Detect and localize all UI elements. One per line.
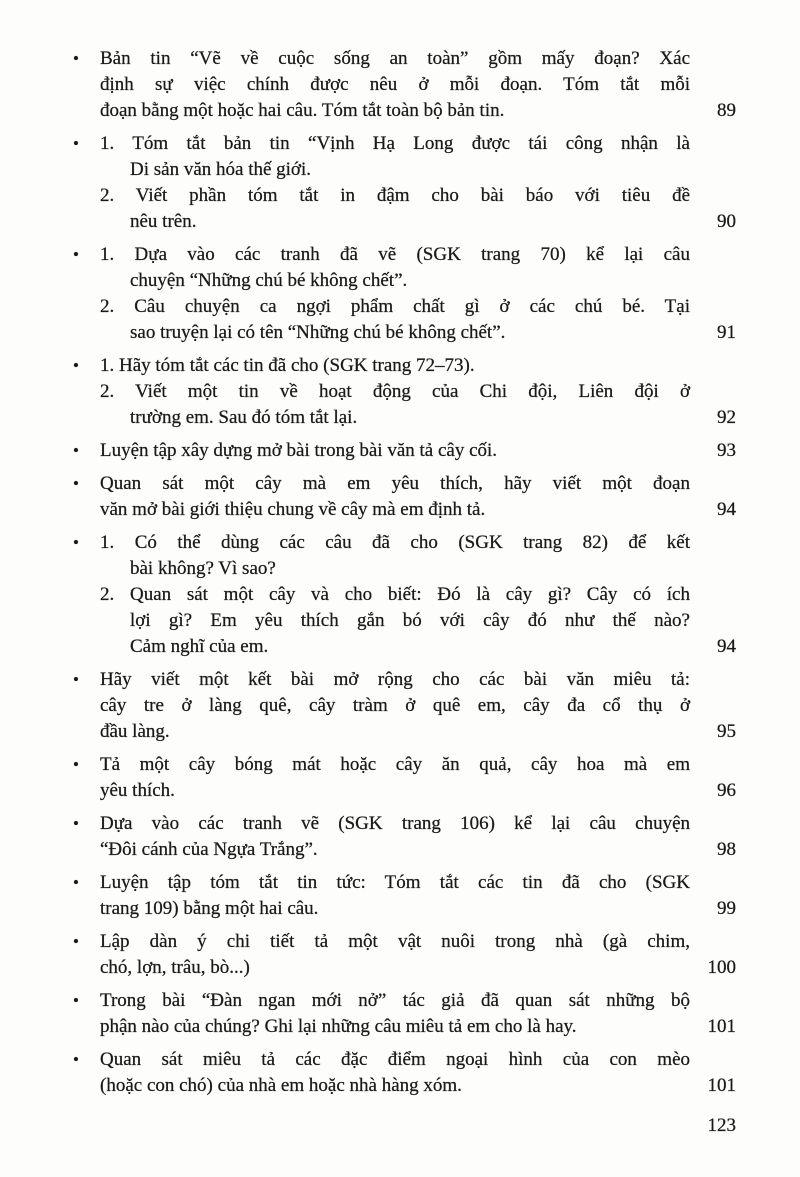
part-line: Bản tin “Vẽ về cuộc sống an toàn” gồm mấy đoạn? Xác — [100, 48, 690, 69]
part-line: Di sản văn hóa thế giới. — [130, 159, 312, 180]
entry-text — [100, 988, 690, 1040]
part-line: Luyện tập xây dựng mở bài trong bài văn tả cây cối. — [100, 440, 498, 461]
part-line: sao truyện lại có tên “Những chú bé không chết”. — [130, 322, 506, 343]
entry-page-number: 89 — [717, 100, 736, 121]
entry-text — [100, 438, 690, 464]
entry-page-number: 101 — [707, 1075, 736, 1096]
part-line: trường em. Sau đó tóm tắt lại. — [130, 407, 358, 428]
entry-text — [100, 1047, 690, 1099]
entry-text — [100, 752, 690, 804]
entry-text — [100, 353, 690, 431]
bullet-icon: • — [73, 49, 79, 68]
part-line: 2. Câu chuyện ca ngợi phẩm chất gì ở các chú bé. Tại — [100, 296, 690, 317]
bullet-icon: • — [73, 533, 79, 552]
toc-entry — [72, 530, 736, 660]
entry-text — [100, 131, 690, 235]
part-line: cây tre ở làng quê, cây tràm ở quê em, cây đa cổ thụ ở — [100, 695, 690, 716]
bullet-icon: • — [73, 814, 79, 833]
part-line: phận nào của chúng? Ghi lại những câu miêu tả em cho là hay. — [100, 1016, 577, 1037]
entry-page-number: 94 — [717, 636, 736, 657]
entry-page-number: 92 — [717, 407, 736, 428]
part-number: 1. — [100, 133, 115, 154]
toc-entry — [72, 667, 736, 745]
part-line: (hoặc con chó) của nhà em hoặc nhà hàng xóm. — [100, 1075, 462, 1096]
entry-part — [100, 811, 690, 863]
bullet-icon: • — [73, 932, 79, 951]
entry-part — [100, 1047, 690, 1099]
entry-part — [100, 870, 690, 922]
part-line: Tả một cây bóng mát hoặc cây ăn quả, cây hoa mà em — [100, 754, 690, 775]
bullet-icon: • — [73, 1050, 79, 1069]
part-line: 1. Dựa vào các tranh đã vẽ (SGK trang 70) kể lại câu — [100, 244, 690, 265]
toc-entry — [72, 752, 736, 804]
toc-entry — [72, 242, 736, 346]
entry-text — [100, 667, 690, 745]
entry-part — [100, 752, 690, 804]
part-line: Lập dàn ý chi tiết tả một vật nuôi trong nhà (gà chim, — [100, 931, 690, 952]
entry-page-number: 100 — [707, 957, 736, 978]
part-number: 1. — [100, 355, 115, 376]
toc-entry — [72, 811, 736, 863]
entry-page-number: 95 — [717, 721, 736, 742]
part-number: 2. — [100, 381, 115, 402]
part-line: Dựa vào các tranh vẽ (SGK trang 106) kể lại câu chuyện — [100, 813, 690, 834]
entry-page-number: 93 — [717, 440, 736, 461]
entry-page-number: 99 — [717, 898, 736, 919]
part-line: Trong bài “Đàn ngan mới nở” tác giả đã quan sát những bộ — [100, 990, 690, 1011]
bullet-icon: • — [73, 873, 79, 892]
entry-part — [100, 471, 690, 523]
part-number: 2. — [100, 185, 115, 206]
part-line: định sự việc chính được nêu ở mỗi đoạn. Tóm tắt mỗi — [100, 74, 690, 95]
part-line: trang 109) bằng một hai câu. — [100, 898, 319, 919]
toc-entry — [72, 353, 736, 431]
part-line: 1. Tóm tắt bản tin “Vịnh Hạ Long được tái công nhận là — [100, 133, 690, 154]
entry-page-number: 94 — [717, 499, 736, 520]
entry-text — [100, 811, 690, 863]
part-line: nêu trên. — [130, 211, 197, 232]
bullet-icon: • — [73, 474, 79, 493]
part-line: 1. Hãy tóm tắt các tin đã cho (SGK trang 72–73). — [100, 355, 475, 376]
entry-page-number: 91 — [717, 322, 736, 343]
entry-part — [100, 582, 690, 660]
toc-entry — [72, 131, 736, 235]
toc-entry — [72, 929, 736, 981]
entry-part — [100, 46, 690, 124]
entry-text — [100, 530, 690, 660]
entry-part — [100, 929, 690, 981]
bullet-icon: • — [73, 356, 79, 375]
part-number: 1. — [100, 532, 115, 553]
entry-text — [100, 242, 690, 346]
part-line: Cảm nghĩ của em. — [130, 636, 269, 657]
toc-entry — [72, 1047, 736, 1099]
part-number: 1. — [100, 244, 115, 265]
part-line: yêu thích. — [100, 780, 175, 801]
entry-part — [100, 294, 690, 346]
part-line: Luyện tập tóm tắt tin tức: Tóm tắt các tin đã cho (SGK — [100, 872, 690, 893]
toc-entry — [72, 46, 736, 124]
part-line: Quan sát một cây mà em yêu thích, hãy viết một đoạn — [100, 473, 690, 494]
part-number: 2. — [100, 584, 115, 605]
entry-text — [100, 471, 690, 523]
part-line: Hãy viết một kết bài mở rộng cho các bài văn miêu tả: — [100, 669, 690, 690]
part-line: 1. Có thể dùng các câu đã cho (SGK trang 82) để kết — [100, 532, 690, 553]
entry-part — [100, 988, 690, 1040]
bullet-icon: • — [73, 134, 79, 153]
footer-page-number: 123 — [707, 1115, 736, 1136]
part-line: 2. Viết phần tóm tắt in đậm cho bài báo với tiêu đề — [100, 185, 690, 206]
part-line: bài không? Vì sao? — [130, 558, 276, 579]
entry-text — [100, 929, 690, 981]
entry-text — [100, 46, 690, 124]
entry-part — [100, 667, 690, 745]
entry-page-number: 98 — [717, 839, 736, 860]
part-line: chó, lợn, trâu, bò...) — [100, 957, 250, 978]
toc-entry — [72, 988, 736, 1040]
part-line: Quan sát miêu tả các đặc điểm ngoại hình của con mèo — [100, 1049, 690, 1070]
part-number: 2. — [100, 296, 115, 317]
toc-entry — [72, 438, 736, 464]
entry-page-number: 90 — [717, 211, 736, 232]
bullet-icon: • — [73, 245, 79, 264]
part-line: “Đôi cánh của Ngựa Trắng”. — [100, 839, 318, 860]
part-line: 2. Viết một tin về hoạt động của Chi đội, Liên đội ở — [100, 381, 690, 402]
part-line: chuyện “Những chú bé không chết”. — [130, 270, 408, 291]
bullet-icon: • — [73, 670, 79, 689]
entry-part — [100, 242, 690, 294]
entry-part — [100, 131, 690, 183]
entry-part — [100, 530, 690, 582]
part-line: 2. Quan sát một cây và cho biết: Đó là cây gì? Cây có ích — [100, 584, 690, 605]
entry-part — [100, 379, 690, 431]
bullet-icon: • — [73, 441, 79, 460]
entry-part — [100, 183, 690, 235]
toc-entry — [72, 870, 736, 922]
entry-page-number: 96 — [717, 780, 736, 801]
entry-part — [100, 353, 690, 379]
toc-entry — [72, 471, 736, 523]
bullet-icon: • — [73, 755, 79, 774]
part-line: văn mở bài giới thiệu chung về cây mà em định tả. — [100, 499, 486, 520]
entry-text — [100, 870, 690, 922]
toc-list — [72, 46, 736, 1099]
part-line: đầu làng. — [100, 721, 170, 742]
part-line: lợi gì? Em yêu thích gắn bó với cây đó như thế nào? — [130, 610, 690, 631]
entry-part — [100, 438, 690, 464]
bullet-icon: • — [73, 991, 79, 1010]
part-line: đoạn bằng một hoặc hai câu. Tóm tắt toàn bộ bản tin. — [100, 100, 505, 121]
entry-page-number: 101 — [707, 1016, 736, 1037]
